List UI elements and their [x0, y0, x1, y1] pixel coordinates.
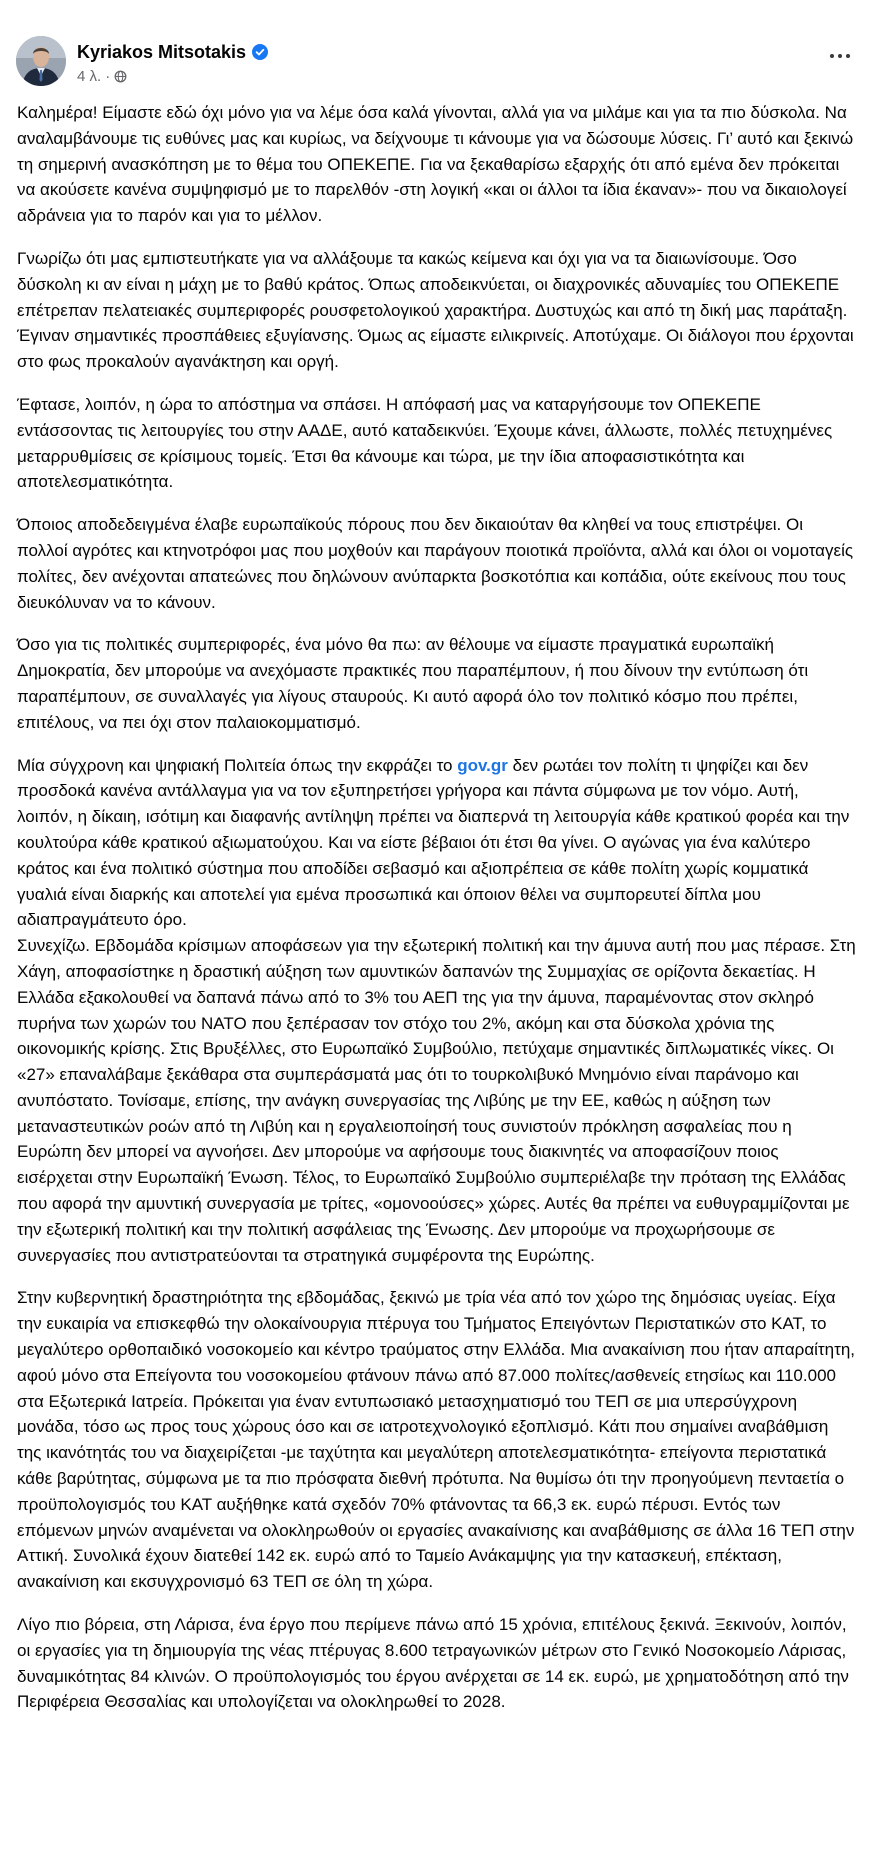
globe-icon[interactable]: [114, 70, 127, 83]
post-timestamp[interactable]: 4 λ.: [77, 67, 102, 85]
meta-separator: ·: [105, 67, 111, 85]
more-options-icon[interactable]: [822, 44, 858, 68]
paragraph-6-start: Μία σύγχρονη και ψηφιακή Πολιτεία όπως την εκφράζει το: [17, 755, 458, 775]
verified-badge-icon: [252, 44, 268, 60]
profile-photo-icon: [16, 36, 66, 86]
paragraph-6-end: δεν ρωτάει τον πολίτη τι ψηφίζει και δεν προσδοκά κανένα αντάλλαγμα για να τον εξυπηρετήσει γρήγορα και πάντα σύμφωνα με τον νόμο. Αυτή, λοιπόν, η δίκαιη, ισότιμη και διαφανής αντίληψη πρέπει να διαπερνά τη λειτουργία κάθε κρατικού φορέα και την κουλτούρα κάθε κρατικού αξιωματούχου. Και να είστε βέβαιοι ότι έτσι θα γίνει. Ο αγώνας για ένα καλύτερο κράτος και ένα πολιτικό σύστημα που αποδίδει σεβασμό και αξιοπρέπεια σε κάθε πολίτη χωρίς κομματικά γυαλιά είναι διαρκής και αποτελεί για εμένα προσωπικά και όποιον θέλει να συμπορευτεί δίπλα μου αδιαπραγμάτευτο όρο.: [17, 755, 850, 930]
author-name[interactable]: Kyriakos Mitsotakis: [77, 41, 247, 62]
post-header: [16, 36, 864, 100]
paragraph-8: Στην κυβερνητική δραστηριότητα της εβδομάδας, ξεκινώ με τρία νέα από τον χώρο της δημόσιας υγείας. Είχα την ευκαιρία να επισκεφθώ την ολοκαίνουργια πτέρυγα του Τμήματος Επειγόντων Περιστατικών στο ΚΑΤ, το μεγαλύτερο ορθοπαιδικό νοσοκομείο και κέντρο τραύματος στην Ελλάδα. Μια ανακαίνιση που ήταν απαραίτητη, αφού μόνο στα Επείγοντα του νοσοκομείου φτάνουν πάνω από 87.000 πολίτες/ασθενείς ετησίως και 110.000 στα Εξωτερικά Ιατρεία. Πρόκειται για έναν εντυπωσιακό μετασχηματισμό του ΤΕΠ σε μια υπερσύγχρονη μονάδα, τόσο ως προς τους χώρους όσο και σε ιατροτεχνολογικό εξοπλισμό. Κάτι που σημαίνει αναβάθμιση της ικανότητάς του να διαχειρίζεται -με ταχύτητα και μεγαλύτερη αποτελεσματικότητα- επείγοντα περιστατικά κάθε βαρύτητας, σύμφωνα με τα πιο πρόσφατα διεθνή πρότυπα. Να θυμίσω ότι την προηγούμενη πενταετία ο προϋπολογισμός του ΚΑΤ αυξήθηκε κατά σχεδόν 70% φτάνοντας τα 66,3 εκ. ευρώ πέρυσι. Εντός των επόμενων μηνών αναμένεται να ολοκληρωθούν οι εργασίες ανακαίνισης και αναβάθμισης σε άλλα 16 ΤΕΠ στην Αττική. Συνολικά έχουν διατεθεί 142 εκ. ευρώ από το Ταμείο Ανάκαμψης για την κατασκευή, επέκταση, ανακαίνιση και εκσυγχρονισμό 63 ΤΕΠ σε όλη τη χώρα.: [17, 1288, 855, 1592]
author-avatar[interactable]: [16, 36, 66, 86]
paragraph-3: Έφτασε, λοιπόν, η ώρα το απόστημα να σπάσει. Η απόφασή μας να καταργήσουμε τον ΟΠΕΚΕΠΕ εντάσσοντας τις λειτουργίες του στην ΑΑΔΕ, αυτό καταδεικνύει. Έχουμε κάνει, άλλωστε, πολλές πετυχημένες μεταρρυθμίσεις σε κρίσιμους τομείς. Έτσι θα κάνουμε και τώρα, με την ίδια αποφασιστικότητα και αποτελεσματικότητα.: [17, 394, 833, 492]
author-row: [77, 40, 268, 64]
paragraph-9: Λίγο πιο βόρεια, στη Λάρισα, ένα έργο που περίμενε πάνω από 15 χρόνια, επιτέλους ξεκινά. Ξεκινούν, λοιπόν, οι εργασίες για τη δημιουργία της νέας πτέρυγας 8.600 τετραγωνικών μέτρων στο Γενικό Νοσοκομείο Λάρισας, δυναμικότητας 84 κλινών. Ο προϋπολογισμός του έργου ανέρχεται σε 14 εκ. ευρώ, με χρηματοδότηση από την Περιφέρεια Θεσσαλίας και υπολογίζεται να ολοκληρωθεί το 2028.: [17, 1615, 849, 1712]
paragraph-2: Γνωρίζω ότι μας εμπιστευτήκατε για να αλλάξουμε τα κακώς κείμενα και όχι για να τα διαιωνίσουμε. Όσο δύσκολη κι αν είναι η μάχη με το βαθύ κράτος. Όπως αποδεικνύεται, οι διαχρονικές αδυναμίες του ΟΠΕΚΕΠΕ επέτρεπαν πελατειακές συμπεριφορές ρουσφετολογικού χαρακτήρα. Δυστυχώς και από τη δική μας παράταξη. Έγιναν σημαντικές προσπάθειες εξυγίανσης. Όμως ας είμαστε ειλικρινείς. Αποτύχαμε. Οι διάλογοι που έρχονται στο φως προκαλούν αγανάκτηση και οργή.: [17, 248, 854, 372]
post-text: [17, 100, 857, 1732]
paragraph-1: Καλημέρα! Είμαστε εδώ όχι μόνο για να λέμε όσα καλά γίνονται, αλλά για να μιλάμε και για τα πιο δύσκολα. Να αναλαμβάνουμε τις ευθύνες μας και κυρίως, να δείχνουμε τι κάνουμε για να δώσουμε λύσεις. Γι’ αυτό και ξεκινώ τη σημερινή ανασκόπηση με το θέμα του ΟΠΕΚΕΠΕ. Για να ξεκαθαρίσω εξαρχής ότι από εμένα δεν πρόκειται να ακούσετε κανένα συμψηφισμό με το παρελθόν -στη λογική «και οι άλλοι τα ίδια έκαναν»- που να δικαιολογεί αδράνεια για το παρόν και για το μέλλον.: [17, 103, 854, 226]
author-block: [77, 40, 268, 85]
paragraph-7: Συνεχίζω. Εβδομάδα κρίσιμων αποφάσεων για την εξωτερική πολιτική και την άμυνα αυτή που μας πέρασε. Στη Χάγη, αποφασίστηκε η δραστική αύξηση των αμυντικών δαπανών της Συμμαχίας σε ορίζοντα δεκαετίας. Η Ελλάδα εξακολουθεί να δαπανά πάνω από το 3% του ΑΕΠ της για την άμυνα, παραμένοντας στον σκληρό πυρήνα των χωρών του ΝΑΤΟ που ξεπέρασαν τον στόχο του 2%, ακόμη και στα δύσκολα χρόνια της οικονομικής κρίσης. Στις Βρυξέλλες, στο Ευρωπαϊκό Συμβούλιο, πετύχαμε σημαντικές διπλωματικές νίκες. Οι «27» επαναλάβαμε ξεκάθαρα στα συμπεράσματά μας ότι το τουρκολιβυκό Μνημόνιο είναι παράνομο και ανυπόστατο. Τονίσαμε, επίσης, την ανάγκη συνεργασίας της Λιβύης με την ΕΕ, καθώς η αύξηση των μεταναστευτικών ροών από τη Λιβύη και η εργαλειοποίησή τους συνιστούν πρόκληση ασφαλείας που η Ευρώπη δεν μπορεί να αγνοήσει. Δεν μπορούμε να αφήσουμε τους διακινητές να αποφασίζουν ποιος εισέρχεται στην Ευρωπαϊκή Ένωση. Τέλος, το Ευρωπαϊκό Συμβούλιο συμπεριέλαβε την πρόταση της Ελλάδας που αφορά την αμυντική συνεργασία με τρίτες, «ομονοούσες» χώρες. Αυτές θα πρέπει να ευθυγραμμίζονται με την εξωτερική πολιτική και την πολιτική ασφάλειας της Ένωσης. Δεν μπορούμε να προχωρήσουμε σε συνεργασίες που αντιστρατεύονται τα στρατηγικά συμφέροντα της Ευρώπης.: [17, 936, 856, 1265]
post-meta: [77, 67, 268, 85]
paragraph-5: Όσο για τις πολιτικές συμπεριφορές, ένα μόνο θα πω: αν θέλουμε να είμαστε πραγματικά ευρωπαϊκή Δημοκρατία, δεν μπορούμε να ανεχόμαστε πρακτικές που παραπέμπουν, ή που δίνουν την εντύπωση ότι παραπέμπουν, σε συναλλαγές για λίγους σταυρούς. Κι αυτό αφορά όλο τον πολιτικό κόσμο που πρέπει, επιτέλους, να πει όχι στον παλαιοκομματισμό.: [17, 635, 809, 732]
paragraph-6: [17, 753, 857, 934]
paragraph-4: Όποιος αποδεδειγμένα έλαβε ευρωπαϊκούς πόρους που δεν δικαιούταν θα κληθεί να τους επιστρέψει. Οι πολλοί αγρότες και κτηνοτρόφοι μας που μοχθούν και παράγουν ποιοτικά προϊόντα, αλλά και όλοι οι νομοταγείς πολίτες, δεν ανέχονται απατεώνες που δηλώνουν ανύπαρκτα βοσκοτόπια και κοπάδια, ούτε εκείνους που τους διευκόλυναν να το κάνουν.: [17, 515, 854, 612]
gov-gr-link[interactable]: gov.gr: [457, 755, 508, 775]
